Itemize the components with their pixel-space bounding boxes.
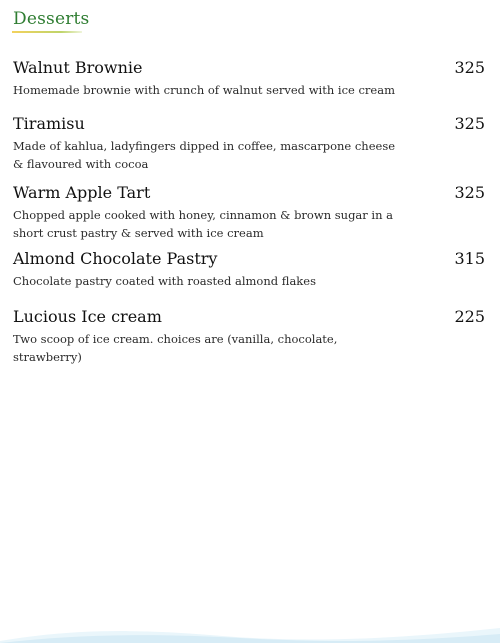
menu-item-name: Tiramisu [13,114,85,133]
menu-item-name: Almond Chocolate Pastry [13,249,218,268]
bottom-wave-decoration [0,623,500,643]
menu-item-price: 225 [454,307,485,326]
menu-item-header [13,249,486,271]
menu-item-price: 325 [454,58,485,77]
menu-item-header [13,114,486,136]
menu-item-price: 325 [454,183,485,202]
menu-item-description: Two scoop of ice cream. choices are (vanilla, chocolate, strawberry) [13,332,338,364]
menu-item-description: Chopped apple cooked with honey, cinnamon & brown sugar in a short crust pastry & served with ice cream [13,208,394,240]
menu-item-name: Lucious Ice cream [13,307,162,326]
menu-item-almond-chocolate-pastry [13,249,486,290]
menu-item-lucious-ice-cream [13,307,486,366]
menu-item-walnut-brownie [13,58,486,99]
menu-item-name: Walnut Brownie [13,58,143,77]
section-title: Desserts [13,9,90,29]
menu-item-name: Warm Apple Tart [13,183,151,202]
menu-item-header [13,307,486,329]
menu-item-description: Homemade brownie with crunch of walnut served with ice cream [13,83,395,97]
title-underline [12,31,82,33]
menu-item-price: 315 [454,249,485,268]
menu-item-warm-apple-tart [13,183,486,242]
menu-item-header [13,183,486,205]
menu-item-header [13,58,486,80]
menu-item-price: 325 [454,114,485,133]
menu-item-tiramisu [13,114,486,173]
menu-item-description: Chocolate pastry coated with roasted almond flakes [13,274,316,288]
menu-item-description: Made of kahlua, ladyfingers dipped in coffee, mascarpone cheese & flavoured with cocoa [13,139,396,171]
